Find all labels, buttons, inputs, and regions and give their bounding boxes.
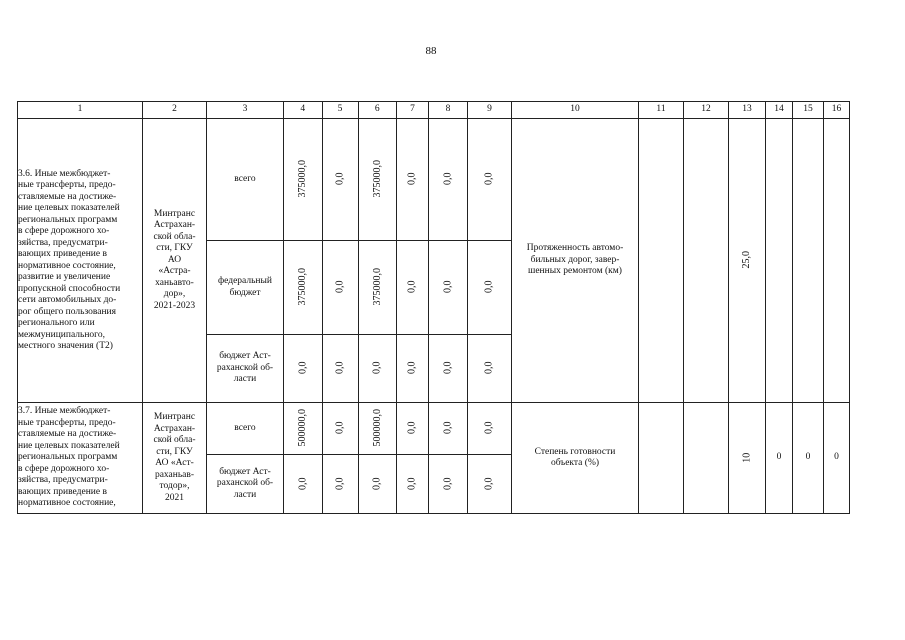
value-cell: 0,0 xyxy=(468,119,512,241)
indicator-cell: Протяженность автомо- бильных дорог, завер- шенных ремонтом (км) xyxy=(512,119,639,403)
value-col-16 xyxy=(824,119,850,403)
col-header: 2 xyxy=(143,102,207,119)
value-cell: 0,0 xyxy=(429,119,468,241)
col-header: 10 xyxy=(512,102,639,119)
funding-source: бюджет Аст- раханской об- ласти xyxy=(207,335,284,403)
funding-source: федеральный бюджет xyxy=(207,241,284,335)
value-cell: 0,0 xyxy=(468,455,512,514)
value-cell: 0,0 xyxy=(358,455,397,514)
value-cell: 0,0 xyxy=(429,455,468,514)
value-col-12 xyxy=(684,119,729,403)
value-col-12 xyxy=(684,403,729,514)
col-header: 8 xyxy=(429,102,468,119)
executor-cell: Минтранс Астрахан- ской обла- сти, ГКУ АО «Аст- раханьав- тодор», 2021 xyxy=(143,403,207,514)
col-header: 16 xyxy=(824,102,850,119)
value-col-16: 0 xyxy=(824,403,850,514)
measure-description: 3.7. Иные межбюджет- ные трансферты, предо- ставляемые на достиже- ние целевых показателей региональных программ в сфере дорожного хо- зяйства, предусматри- вающих приведение в нормативное состояние, xyxy=(18,403,143,514)
value-cell: 0,0 xyxy=(358,335,397,403)
value-cell: 375000,0 xyxy=(284,119,323,241)
value-cell: 0,0 xyxy=(468,241,512,335)
col-header: 13 xyxy=(729,102,766,119)
value-col-15: 0 xyxy=(793,403,824,514)
value-cell: 0,0 xyxy=(397,403,429,455)
value-cell: 0,0 xyxy=(284,335,323,403)
value-col-15 xyxy=(793,119,824,403)
value-col-14: 0 xyxy=(766,403,793,514)
value-cell: 0,0 xyxy=(429,403,468,455)
value-cell: 0,0 xyxy=(284,455,323,514)
value-col-14 xyxy=(766,119,793,403)
funding-source: всего xyxy=(207,403,284,455)
col-header: 1 xyxy=(18,102,143,119)
value-cell: 0,0 xyxy=(468,335,512,403)
header-row xyxy=(18,102,850,119)
value-cell: 375000,0 xyxy=(358,241,397,335)
value-cell: 0,0 xyxy=(397,241,429,335)
value-cell: 0,0 xyxy=(397,119,429,241)
value-cell: 0,0 xyxy=(322,403,358,455)
col-header: 14 xyxy=(766,102,793,119)
table-row xyxy=(18,119,850,241)
col-header: 7 xyxy=(397,102,429,119)
value-col-11 xyxy=(639,403,684,514)
col-header: 4 xyxy=(284,102,323,119)
indicator-cell: Степень готовности объекта (%) xyxy=(512,403,639,514)
value-cell: 500000,0 xyxy=(358,403,397,455)
page-number: 88 xyxy=(425,45,437,57)
col-header: 3 xyxy=(207,102,284,119)
value-cell: 375000,0 xyxy=(284,241,323,335)
value-col-11 xyxy=(639,119,684,403)
col-header: 12 xyxy=(684,102,729,119)
funding-source: бюджет Аст- раханской об- ласти xyxy=(207,455,284,514)
value-cell: 0,0 xyxy=(322,119,358,241)
funding-source: всего xyxy=(207,119,284,241)
value-cell: 0,0 xyxy=(322,455,358,514)
value-cell: 0,0 xyxy=(429,335,468,403)
col-header: 6 xyxy=(358,102,397,119)
col-header: 11 xyxy=(639,102,684,119)
executor-cell: Минтранс Астрахан- ской обла- сти, ГКУ АО «Астра- ханьавто- дор», 2021-2023 xyxy=(143,119,207,403)
value-cell: 0,0 xyxy=(322,241,358,335)
value-cell: 0,0 xyxy=(397,335,429,403)
value-cell: 375000,0 xyxy=(358,119,397,241)
col-header: 5 xyxy=(322,102,358,119)
value-cell: 0,0 xyxy=(397,455,429,514)
value-col-13: 25,0 xyxy=(729,119,766,403)
program-table xyxy=(17,101,850,514)
col-header: 15 xyxy=(793,102,824,119)
value-cell: 0,0 xyxy=(322,335,358,403)
table-row xyxy=(18,403,850,455)
value-cell: 0,0 xyxy=(429,241,468,335)
value-cell: 500000,0 xyxy=(284,403,323,455)
measure-description: 3.6. Иные межбюджет- ные трансферты, предо- ставляемые на достиже- ние целевых показателей региональных программ в сфере дорожного хо- зяйства, предусматри- вающих приведение в нормативное состояние, развитие и увеличение пропускной способности сети автомобильных до- рог общего пользования регионального или межмуниципального, местного значения (Т2) xyxy=(18,119,143,403)
value-col-13: 10 xyxy=(729,403,766,514)
col-header: 9 xyxy=(468,102,512,119)
value-cell: 0,0 xyxy=(468,403,512,455)
